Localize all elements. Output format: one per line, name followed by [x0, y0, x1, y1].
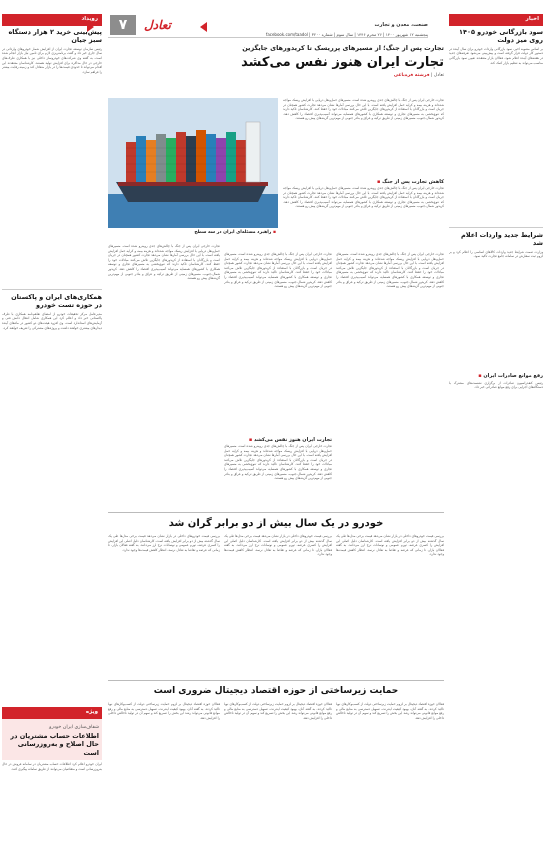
right-story2-text: وزارت صمت شرایط جدید واردات کالاهای اساسی را اعلام کرد و بر لزوم ثبت سفارش در سامانه جامع تجارت تاکید نمود.: [449, 249, 543, 259]
car-price-text-2: بررسی قیمت خودروهای داخلی در بازار نشان می‌دهد قیمت برخی مدل‌ها طی یک سال گذشته بیش از دو برابر افزایش یافته است. کارشناسان دلیل اصلی این افزایش را کسری عرضه، تورم عمومی و نوسانات نرخ ارز می‌دانند. به گفته فعالان بازار، تا زمانی که عرضه و تقاضا به تعادل نرسد، انتظار کاهش قیمت‌ها وجود ندارد.: [224, 534, 332, 557]
container-ship-photo: [108, 98, 278, 228]
special-box: [2, 719, 102, 760]
main-text-col1: تجارت خارجی ایران پس از جنگ با چالش‌های جدی روبه‌رو شده است. مسیرهای حمل‌ونقل دریایی با افزایش ریسک مواجه شده‌اند و هزینه بیمه و کرایه حمل افزایش یافته است. با این حال بررسی آمارها نشان می‌دهد تجارت کشور همچنان در جریان است و بازرگانان با استفاده از کریدورهای جایگزین تلاش می‌کنند مبادلات خود را حفظ کنند. کارشناسان تاکید دارند که تنوع‌بخشی به مسیرهای تجاری و توسعه همکاری با کشورهای همسایه می‌تواند آسیب‌پذیری اقتصاد را کاهش دهد. کریدور شمال-جنوب، مسیرهای زمینی از طریق ترکیه و عراق و بنادر جنوبی از مهم‌ترین گزینه‌های پیش رو هستند.: [336, 252, 444, 289]
digital-economy-title: حمایت زیرساختی از حوزه اقتصاد دیجیتال ضروری است: [153, 686, 399, 696]
left-news-column: [2, 14, 102, 854]
left-story1-title: پیش‌بینی خرید ۲ هزار دستگاه سبز جیان: [8, 28, 102, 45]
left-story3-text: ایران خودرو اعلام کرد اطلاعات حساب مشتریان در سامانه فروش در حال به‌روزرسانی است و متقاضیان می‌توانند از طریق سامانه پیگیری کنند.: [2, 762, 102, 771]
ship-illustration: [108, 98, 278, 228]
special-tag: ویژه: [2, 707, 102, 719]
byline-label: تعادل |: [430, 73, 444, 78]
right-story1-text: بر اساس مصوبه اخیر، سود بازرگانی واردات خودرو برای سال آینده در دستور کار دولت قرار گرفته است و پیش‌بینی می‌شود تعرفه‌های جدید در هفته‌های آینده اعلام شود. فعالان بازار معتقدند تعیین سود بازرگانی مناسب می‌تواند به تنظیم بازار کمک کند.: [449, 46, 543, 65]
right-story3-title: رفع موانع صادرات ایران ▪: [449, 373, 543, 379]
main-text-right: تجارت خارجی ایران پس از جنگ با چالش‌های جدی روبه‌رو شده است. مسیرهای حمل‌ونقل دریایی با افزایش ریسک مواجه شده‌اند و هزینه بیمه و کرایه حمل افزایش یافته است. با این حال بررسی آمارها نشان می‌دهد تجارت کشور همچنان در جریان است و بازرگانان با استفاده از کریدورهای جایگزین تلاش می‌کنند مبادلات خود را حفظ کنند. کارشناسان تاکید دارند که تنوع‌بخشی به مسیرهای تجاری و توسعه همکاری با کشورهای همسایه می‌تواند آسیب‌پذیری اقتصاد را کاهش دهد. کریدور شمال-جنوب، مسیرهای زمینی از طریق ترکیه و عراق و بنادر جنوبی از مهم‌ترین گزینه‌های پیش رو هستند.: [283, 186, 444, 209]
left-story2-title: همکاری‌های ایران و پاکستان در حوزه تست خودرو: [2, 289, 102, 310]
photo-caption: ▪ راهبرد مسئله‌ای ایران در سه سطح: [108, 228, 278, 237]
section-name: صنعت، معدن و تجارت: [374, 22, 428, 28]
news-tag: اخبار: [449, 14, 543, 26]
page-number: ۷: [110, 15, 136, 35]
byline-name: فرشته قره‌باغی: [393, 73, 430, 78]
divider-1: [108, 512, 444, 513]
digital-text-3: فعالان حوزه اقتصاد دیجیتال بر لزوم حمایت زیرساختی دولت از کسب‌وکارهای نوپا تاکید کردند. به گفته آنان، بهبود کیفیت اینترنت، تسهیل دسترسی به منابع مالی و رفع موانع قانونی می‌تواند رشد این بخش را تسریع کند و سهم آن در تولید ناخالص داخلی را افزایش دهد.: [108, 702, 220, 720]
car-price-title: خودرو در یک سال بیش از دو برابر گران شد: [168, 518, 384, 529]
car-price-text-3: بررسی قیمت خودروهای داخلی در بازار نشان می‌دهد قیمت برخی مدل‌ها طی یک سال گذشته بیش از دو برابر افزایش یافته است. کارشناسان دلیل اصلی این افزایش را کسری عرضه، تورم عمومی و نوسانات نرخ ارز می‌دانند. به گفته فعالان بازار، تا زمانی که عرضه و تقاضا به تعادل نرسد، انتظار کاهش قیمت‌ها وجود ندارد.: [108, 534, 220, 552]
left-story3-kicker: شفاف‌سازی ایران خودرو: [49, 724, 99, 730]
main-text-col2: تجارت خارجی ایران پس از جنگ با چالش‌های جدی روبه‌رو شده است. مسیرهای حمل‌ونقل دریایی با افزایش ریسک مواجه شده‌اند و هزینه بیمه و کرایه حمل افزایش یافته است. با این حال بررسی آمارها نشان می‌دهد تجارت کشور همچنان در جریان است و بازرگانان با استفاده از کریدورهای جایگزین تلاش می‌کنند مبادلات خود را حفظ کنند. کارشناسان تاکید دارند که تنوع‌بخشی به مسیرهای تجاری و توسعه همکاری با کشورهای همسایه می‌تواند آسیب‌پذیری اقتصاد را کاهش دهد. کریدور شمال-جنوب، مسیرهای زمینی از طریق ترکیه و عراق و بنادر جنوبی از مهم‌ترین گزینه‌های پیش رو هستند.: [224, 252, 332, 289]
main-story-area: [108, 40, 444, 855]
car-price-text-1: بررسی قیمت خودروهای داخلی در بازار نشان می‌دهد قیمت برخی مدل‌ها طی یک سال گذشته بیش از دو برابر افزایش یافته است. کارشناسان دلیل اصلی این افزایش را کسری عرضه، تورم عمومی و نوسانات نرخ ارز می‌دانند. به گفته فعالان بازار، تا زمانی که عرضه و تقاضا به تعادل نرسد، انتظار کاهش قیمت‌ها وجود ندارد.: [336, 534, 444, 557]
left-story1-text: رئیس سازمان توسعه تجارت ایران از افزایش شمار خودروهای وارداتی در سال جاری خبر داد و گفت برنامه‌ریزی لازم برای تامین نیاز بازار انجام شده است. به گفته وی شرکت‌های خودروساز داخلی نیز با همکاری طرف‌های خارجی در حال مذاکره برای افزایش تولید هستند. کارشناسان معتقدند این اقدام می‌تواند تا حدودی قیمت‌ها را در بازار متعادل کند و زمینه رقابت بیشتر را فراهم سازد.: [2, 46, 102, 74]
page-header: [108, 14, 428, 38]
right-story3-text: رئیس کنفدراسیون صادرات از برگزاری نشست‌های مشترک با دستگاه‌های اجرایی برای رفع موانع صادراتی خبر داد.: [449, 380, 543, 390]
main-text-top: تجارت خارجی ایران پس از جنگ با چالش‌های جدی روبه‌رو شده است. مسیرهای حمل‌ونقل دریایی با افزایش ریسک مواجه شده‌اند و هزینه بیمه و کرایه حمل افزایش یافته است. با این حال بررسی آمارها نشان می‌دهد تجارت کشور همچنان در جریان است و بازرگانان با استفاده از کریدورهای جایگزین تلاش می‌کنند مبادلات خود را حفظ کنند. کارشناسان تاکید دارند که تنوع‌بخشی به مسیرهای تجاری و توسعه همکاری با کشورهای همسایه می‌تواند آسیب‌پذیری اقتصاد را کاهش دهد. کریدور شمال-جنوب، مسیرهای زمینی از طریق ترکیه و عراق و بنادر جنوبی از مهم‌ترین گزینه‌های پیش رو هستند.: [283, 98, 444, 121]
byline: [108, 73, 444, 78]
left-story3-title: اطلاعات حساب مشتریان در حال اصلاح و به‌روزرسانی است: [10, 731, 99, 757]
event-tag: رویداد: [2, 14, 102, 26]
main-subhead-2: تجارت ایران هنوز نفس می‌کشد ▪: [224, 437, 332, 443]
left-story2-text: مدیرعامل مرکز تحقیقات خودرو از امضای تفاهم‌نامه همکاری با طرف پاکستانی خبر داد و اعلام کرد این همکاری شامل انتقال دانش فنی و آزمایش‌های استاندارد است. وی افزود هیئت‌های دو کشور در ماه‌های آینده دیدارهای بیشتری خواهند داشت و پروژه‌های مشترکی را تعریف خواهند کرد.: [2, 311, 102, 330]
main-text-col3: تجارت خارجی ایران پس از جنگ با چالش‌های جدی روبه‌رو شده است. مسیرهای حمل‌ونقل دریایی با افزایش ریسک مواجه شده‌اند و هزینه بیمه و کرایه حمل افزایش یافته است. با این حال بررسی آمارها نشان می‌دهد تجارت کشور همچنان در جریان است و بازرگانان با استفاده از کریدورهای جایگزین تلاش می‌کنند مبادلات خود را حفظ کنند. کارشناسان تاکید دارند که تنوع‌بخشی به مسیرهای تجاری و توسعه همکاری با کشورهای همسایه می‌تواند آسیب‌پذیری اقتصاد را کاهش دهد. کریدور شمال-جنوب، مسیرهای زمینی از طریق ترکیه و عراق و بنادر جنوبی از مهم‌ترین گزینه‌های پیش رو هستند.: [108, 244, 220, 281]
right-story1-title: سود بازرگانی خودرو ۱۴۰۵ روی میز دولت: [459, 28, 543, 45]
main-title: تجارت ایران هنوز نفس می‌کشد: [241, 55, 444, 70]
right-news-column: [449, 14, 543, 854]
digital-text-2: فعالان حوزه اقتصاد دیجیتال بر لزوم حمایت زیرساختی دولت از کسب‌وکارهای نوپا تاکید کردند. به گفته آنان، بهبود کیفیت اینترنت، تسهیل دسترسی به منابع مالی و رفع موانع قانونی می‌تواند رشد این بخش را تسریع کند و سهم آن در تولید ناخالص داخلی را افزایش دهد.: [224, 702, 332, 720]
right-story2-title: شرایط جدید واردات اعلام شد: [449, 227, 543, 248]
issue-info: پنجشنبه ۱۲ شهریور ۱۴۰۰ | ۲۶ محرم ۱۴۴۶ | سال سوم | شماره ۳۲۰۰ | facebook.com/taadol: [265, 32, 428, 37]
newspaper-logo: تعادل: [144, 18, 171, 32]
main-subhead-1: کاهش تجارت پس از جنگ ▪: [283, 179, 444, 185]
digital-text-1: فعالان حوزه اقتصاد دیجیتال بر لزوم حمایت زیرساختی دولت از کسب‌وکارهای نوپا تاکید کردند. به گفته آنان، بهبود کیفیت اینترنت، تسهیل دسترسی به منابع مالی و رفع موانع قانونی می‌تواند رشد این بخش را تسریع کند و سهم آن در تولید ناخالص داخلی را افزایش دهد.: [336, 702, 444, 720]
main-kicker: تجارت پس از جنگ؛ از مسیرهای پرریسک تا کریدورهای جایگزین: [242, 44, 444, 52]
divider-2: [108, 680, 444, 681]
main-text-col2b: تجارت خارجی ایران پس از جنگ با چالش‌های جدی روبه‌رو شده است. مسیرهای حمل‌ونقل دریایی با افزایش ریسک مواجه شده‌اند و هزینه بیمه و کرایه حمل افزایش یافته است. با این حال بررسی آمارها نشان می‌دهد تجارت کشور همچنان در جریان است و بازرگانان با استفاده از کریدورهای جایگزین تلاش می‌کنند مبادلات خود را حفظ کنند. کارشناسان تاکید دارند که تنوع‌بخشی به مسیرهای تجاری و توسعه همکاری با کشورهای همسایه می‌تواند آسیب‌پذیری اقتصاد را کاهش دهد. کریدور شمال-جنوب، مسیرهای زمینی از طریق ترکیه و عراق و بنادر جنوبی از مهم‌ترین گزینه‌های پیش رو هستند.: [224, 444, 332, 481]
